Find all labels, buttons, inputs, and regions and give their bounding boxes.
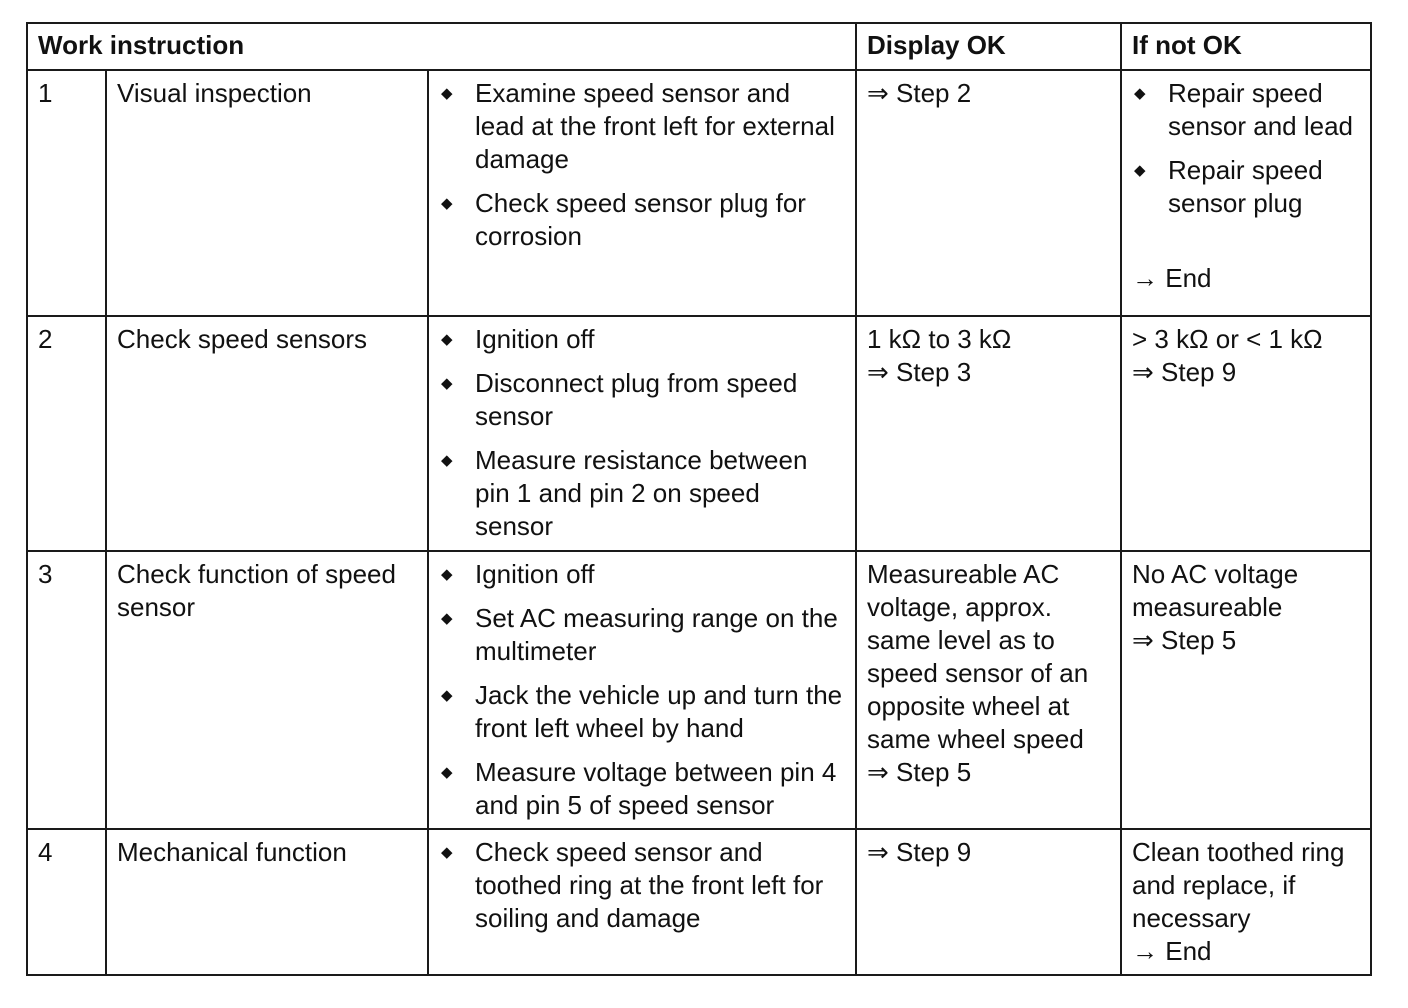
action-text: Disconnect plug from speed sensor (475, 368, 798, 431)
step-title: Mechanical function (106, 829, 428, 975)
list-item (439, 679, 845, 745)
if-not-ok-text: No AC voltage measureable (1132, 559, 1299, 622)
table-row (27, 551, 1371, 829)
table-row (27, 829, 1371, 975)
action-text: Measure resistance between pin 1 and pin 2 on speed sensor (475, 445, 808, 541)
list-item (439, 836, 845, 935)
list-item (439, 756, 845, 822)
diamond-bullet-icon: ◆ (441, 331, 453, 348)
list-item (439, 602, 845, 668)
table-row (27, 316, 1371, 551)
header-if-not-ok: If not OK (1121, 23, 1371, 70)
diamond-bullet-icon: ◆ (441, 375, 453, 392)
step-actions (428, 551, 856, 829)
action-text: Set AC measuring range on the multimeter (475, 603, 838, 666)
list-item (439, 77, 845, 176)
step-actions (428, 316, 856, 551)
diamond-bullet-icon: ◆ (441, 687, 453, 704)
step-number: 3 (27, 551, 106, 829)
diamond-bullet-icon: ◆ (441, 566, 453, 583)
step-number: 2 (27, 316, 106, 551)
diamond-bullet-icon: ◆ (441, 610, 453, 627)
step-actions (428, 829, 856, 975)
action-text: Ignition off (475, 559, 595, 589)
list-item (439, 187, 845, 253)
action-text: Examine speed sensor and lead at the front left for external damage (475, 78, 835, 174)
list-item (1132, 154, 1360, 220)
list-item (439, 558, 845, 591)
list-item (1132, 77, 1360, 143)
diamond-bullet-icon: ◆ (441, 452, 453, 469)
if-not-ok-cell (1121, 70, 1371, 316)
step-title: Check speed sensors (106, 316, 428, 551)
table-row (27, 70, 1371, 316)
if-not-ok-cell (1121, 316, 1371, 551)
step-number: 4 (27, 829, 106, 975)
step-title: Visual inspection (106, 70, 428, 316)
action-text: Ignition off (475, 324, 595, 354)
remedy-text: Repair speed sensor plug (1168, 155, 1323, 218)
diamond-bullet-icon: ◆ (441, 85, 453, 102)
if-not-ok-text: ⇒ Step 9 (1132, 357, 1237, 387)
display-ok-text: ⇒ Step 3 (867, 357, 972, 387)
work-instruction-table (26, 22, 1372, 976)
display-ok-text: ⇒ Step 5 (867, 757, 972, 787)
diamond-bullet-icon: ◆ (441, 844, 453, 861)
list-item (439, 444, 845, 543)
if-not-ok-cell (1121, 829, 1371, 975)
header-display-ok: Display OK (856, 23, 1121, 70)
diamond-bullet-icon: ◆ (441, 195, 453, 212)
diamond-bullet-icon: ◆ (1134, 85, 1146, 102)
display-ok-cell (856, 316, 1121, 551)
display-ok-text: ⇒ Step 2 (867, 78, 972, 108)
remedy-text: Repair speed sensor and lead (1168, 78, 1354, 141)
list-item (439, 367, 845, 433)
display-ok-cell (856, 551, 1121, 829)
display-ok-text: ⇒ Step 9 (867, 837, 972, 867)
display-ok-cell (856, 829, 1121, 975)
display-ok-cell (856, 70, 1121, 316)
if-not-ok-text: ⇒ Step 5 (1132, 625, 1237, 655)
diamond-bullet-icon: ◆ (441, 764, 453, 781)
if-not-ok-cell (1121, 551, 1371, 829)
step-actions (428, 70, 856, 316)
display-ok-text: Measureable AC voltage, approx. same level as to speed sensor of an opposite wheel at same wheel speed (867, 559, 1089, 754)
action-text: Check speed sensor and toothed ring at the front left for soiling and damage (475, 837, 824, 933)
list-item (439, 323, 845, 356)
if-not-ok-text: → End (1132, 936, 1212, 966)
diamond-bullet-icon: ◆ (1134, 162, 1146, 179)
step-title: Check function of speed sensor (106, 551, 428, 829)
if-not-ok-text: Clean toothed ring and replace, if necessary (1132, 837, 1345, 933)
step-number: 1 (27, 70, 106, 316)
if-not-ok-text: > 3 kΩ or < 1 kΩ (1132, 324, 1323, 354)
end-text: → End (1132, 263, 1212, 293)
header-work-instruction: Work instruction (27, 23, 856, 70)
action-text: Measure voltage between pin 4 and pin 5 of speed sensor (475, 757, 837, 820)
action-text: Check speed sensor plug for corrosion (475, 188, 806, 251)
action-text: Jack the vehicle up and turn the front left wheel by hand (475, 680, 843, 743)
header-row (27, 23, 1371, 70)
display-ok-text: 1 kΩ to 3 kΩ (867, 324, 1012, 354)
